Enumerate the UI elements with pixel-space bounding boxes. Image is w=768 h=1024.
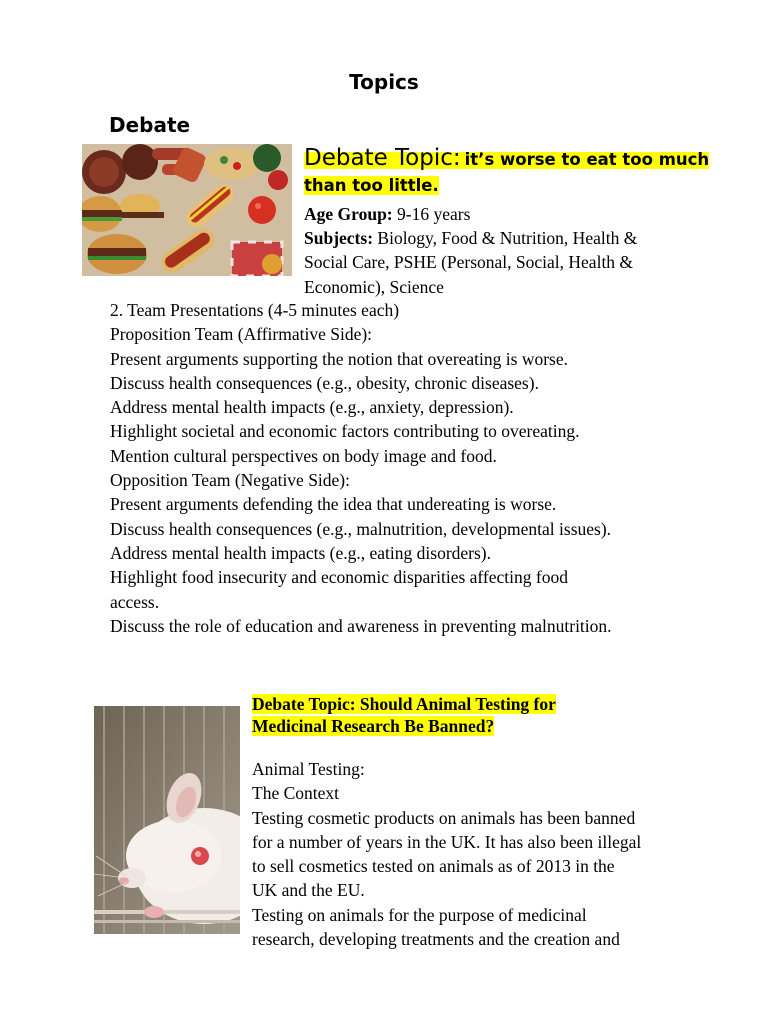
debate-topic-label: Debate Topic: [304,145,461,171]
body-line: for a number of years in the UK. It has also been illegal [252,831,642,852]
age-group-value: 9-16 years [397,204,471,224]
body-line: Highlight food insecurity and economic disparities affecting food [110,567,568,588]
body-line: Testing cosmetic products on animals has been banned [252,807,636,828]
body-line: Discuss health consequences (e.g., malnutrition, developmental issues). [110,518,612,539]
body-line: access. [110,591,160,612]
body-line: Highlight societal and economic factors contributing to overeating. [110,421,580,442]
age-group [304,202,724,226]
body-line: The Context [252,783,339,804]
food-photo [82,144,292,276]
body-line: UK and the EU. [252,880,365,901]
subjects-line: Biology, Food & Nutrition, Health & [377,228,638,248]
body-line: research, developing treatments and the creation and [252,929,620,950]
debate-topic-2-title [252,694,672,737]
body-line: Present arguments defending the idea that undereating is worse. [110,494,557,515]
body-line: Address mental health impacts (e.g., anxiety, depression). [110,397,514,418]
section-heading: Debate [109,113,191,137]
debate-topic-1-body [110,298,730,638]
body-line: Animal Testing: [252,759,365,779]
debate-topic-text-line1: it’s worse to eat too much [464,150,710,169]
age-group-label: Age Group: [304,204,393,224]
subjects [304,226,724,299]
body-line: Discuss the role of education and awareness in preventing malnutrition. [110,615,612,636]
page-title: Topics [349,70,419,94]
subjects-line: Economic), Science [304,276,444,297]
body-line: Present arguments supporting the notion that overeating is worse. [110,348,568,369]
debate-topic-text-line2: than too little. [304,176,439,195]
body-line: Address mental health impacts (e.g., eating disorders). [110,542,492,563]
topic2-title-line2: Medicinal Research Be Banned? [252,715,495,736]
topic2-title-line1: Debate Topic: Should Animal Testing for [252,694,556,714]
body-line: Mention cultural perspectives on body image and food. [110,445,497,466]
debate-topic-2-body [252,757,722,951]
subjects-line: Social Care, PSHE (Personal, Social, Health & [304,252,634,273]
body-line: to sell cosmetics tested on animals as of 2013 in the [252,856,615,877]
body-line: Discuss health consequences (e.g., obesity, chronic diseases). [110,372,539,393]
subjects-label: Subjects: [304,228,374,248]
body-line: Proposition Team (Affirmative Side): [110,324,373,345]
white-rat-photo [94,706,240,934]
body-line: 2. Team Presentations (4-5 minutes each) [110,300,400,320]
body-line: Testing on animals for the purpose of medicinal [252,904,587,925]
debate-topic-1-title [304,145,724,199]
body-line: Opposition Team (Negative Side): [110,470,351,491]
